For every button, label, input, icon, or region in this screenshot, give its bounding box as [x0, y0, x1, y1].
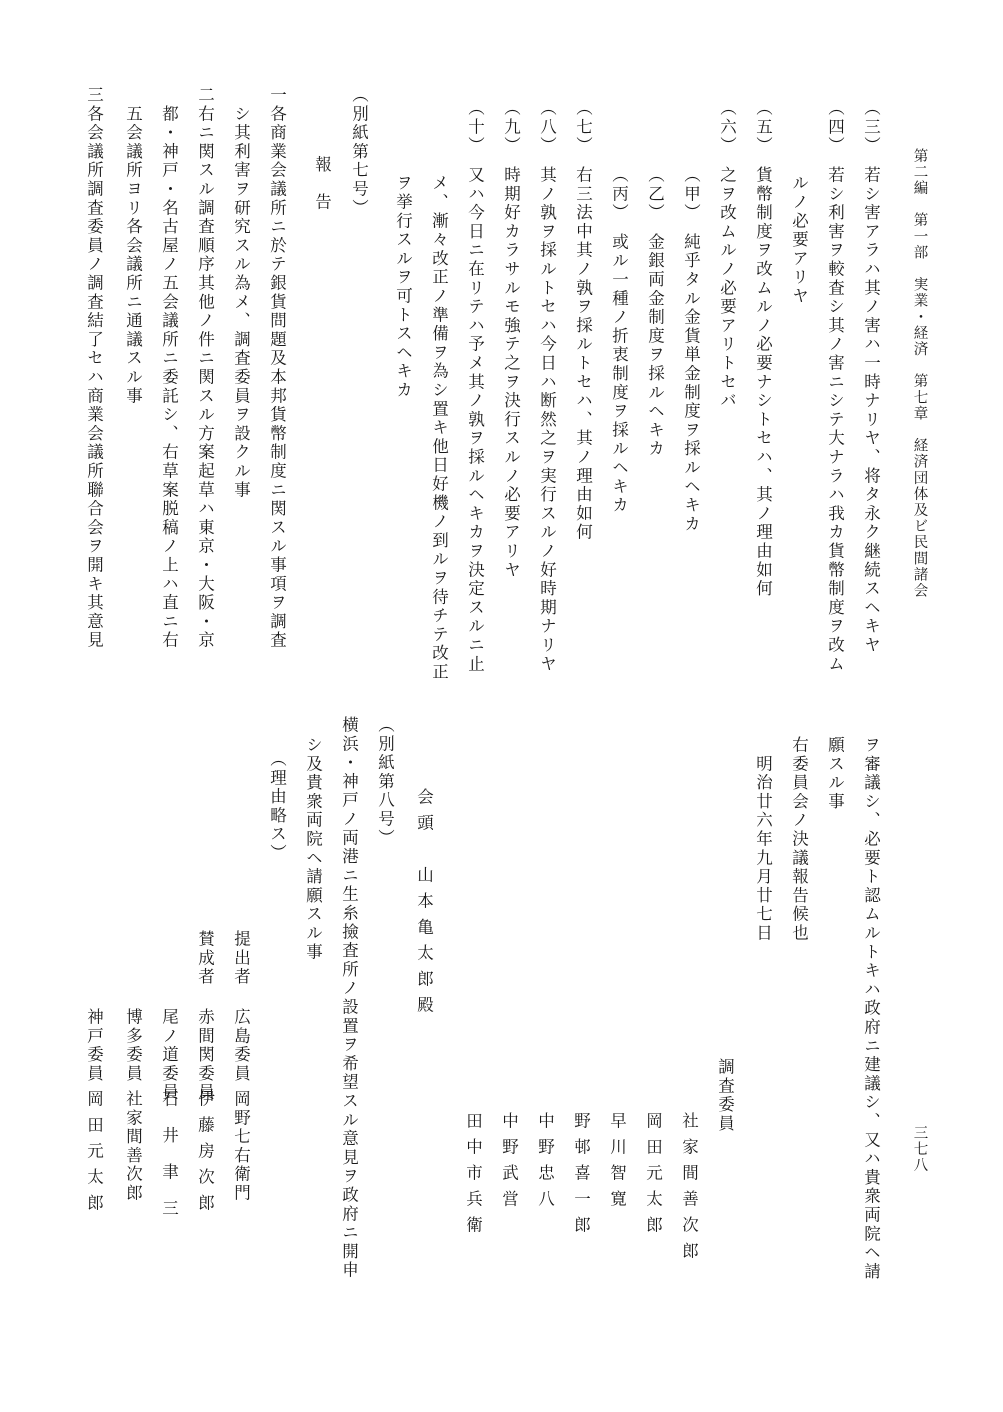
text-line: 都・神戸・名古屋ノ五会議所ニ委託シ、右草案脱稿ノ上ハ直ニ右 [159, 86, 179, 650]
committee-member: 田中市兵衛 [463, 1112, 483, 1242]
petition-line: 横浜・神戸ノ両港ニ生糸撿査所ノ設置ヲ希望スル意見ヲ政府ニ開申 [339, 716, 359, 1280]
petition-line: シ及貴衆両院ヘ請願スル事 [303, 736, 323, 962]
addressee: 会頭 山本亀太郎殿 [414, 788, 434, 1022]
text-line: （乙） 金銀両金制度ヲ採ルヘキカ [645, 99, 665, 459]
text-line: ヲ挙行スルヲ可トスヘキカ [393, 99, 413, 400]
attachment-heading: （別紙第八号） [375, 716, 395, 848]
text-line: （九） 時期好カラサルモ強テ之ヲ決行スルノ必要アリヤ [501, 99, 521, 580]
committee-label: 調査委員 [715, 1058, 735, 1134]
attachment-heading: （別紙第七号） [349, 86, 369, 218]
member-role: 尾ノ道委員 [159, 1008, 179, 1102]
text-line: （五） 貨幣制度ヲ改ムルノ必要ナシトセハ、其ノ理由如何 [753, 99, 773, 599]
member-role: 博多委員 [123, 1008, 143, 1084]
running-header: 第二編 第一部 実業・経済 第七章 経済団体及ビ民間諸会 [911, 148, 928, 599]
text-line: （三） 若シ害アラハ其ノ害ハ一時ナリヤ、将タ永ク継続スヘキヤ [861, 99, 881, 655]
date-line: 明治廿六年九月廿七日 [753, 736, 773, 943]
text-line: 一各商業会議所ニ於テ銀貨問題及本邦貨幣制度ニ関スル事項ヲ調査 [267, 86, 287, 650]
text-line: 右委員会ノ決議報告候也 [789, 736, 809, 943]
reason-note: （理由略ス） [267, 750, 287, 863]
member-name: 伊藤房次郎 [195, 1090, 215, 1220]
committee-member: 中野忠八 [535, 1112, 555, 1216]
text-line: 願スル事 [825, 736, 845, 812]
committee-member: 社家間善次郎 [679, 1112, 699, 1268]
member-name: 石井聿三 [159, 1090, 179, 1236]
supporter-label: 賛成者 [195, 930, 215, 987]
member-name: 岡野七右衛門 [231, 1090, 251, 1203]
text-line: 三各会議所調査委員ノ調査結了セハ商業会議所聯合会ヲ開キ其意見 [84, 86, 104, 650]
text-line: （四） 若シ利害ヲ較査シ其ノ害ニシテ大ナラハ我カ貨幣制度ヲ改ム [825, 99, 845, 674]
member-name: 社家間善次郎 [123, 1090, 143, 1203]
proposer-label: 提出者 [231, 930, 251, 987]
committee-member: 中野武営 [499, 1112, 519, 1216]
text-line: （十） 又ハ今日ニ在リテハ予メ其ノ孰ヲ採ルヘキカヲ決定スルニ止 [465, 99, 485, 674]
text-line: （丙） 或ル一種ノ折衷制度ヲ採ルヘキカ [609, 99, 629, 515]
committee-member: 早川智寛 [607, 1112, 627, 1216]
member-role: 広島委員 [231, 1008, 251, 1084]
text-line: ヲ審議シ、必要ト認ムルトキハ政府ニ建議シ、又ハ貴衆両院ヘ請 [861, 736, 881, 1282]
text-line: 二右ニ関スル調査順序其他ノ件ニ関スル方案起草ハ東京・大阪・京 [195, 86, 215, 650]
text-line: （六） 之ヲ改ムルノ必要アリトセバ [717, 99, 737, 411]
text-line: シ其利害ヲ研究スル為メ、調査委員ヲ設クル事 [231, 86, 251, 500]
report-heading: 報 告 [312, 99, 332, 212]
text-line: （甲） 純乎タル金貨単金制度ヲ採ルヘキカ [681, 99, 701, 534]
committee-member: 野邨喜一郎 [571, 1112, 591, 1242]
member-role: 赤間関委員 [195, 1008, 215, 1102]
text-line: メ、漸々改正ノ準備ヲ為シ置キ他日好機ノ到ルヲ待チテ改正 [429, 99, 449, 682]
text-line: （八） 其ノ孰ヲ採ルトセハ今日ハ断然之ヲ実行スルノ好時期ナリヤ [537, 99, 557, 674]
text-line: ルノ必要アリヤ [789, 99, 809, 306]
committee-member: 岡田元太郎 [643, 1112, 663, 1242]
member-name: 岡田元太郎 [84, 1090, 104, 1220]
member-role: 神戸委員 [84, 1008, 104, 1084]
page-number: 三七八 [911, 1125, 928, 1174]
text-line: 五会議所ヨリ各会議所ニ通議スル事 [123, 86, 143, 406]
text-line: （七） 右三法中其ノ孰ヲ採ルトセハ、其ノ理由如何 [573, 99, 593, 542]
